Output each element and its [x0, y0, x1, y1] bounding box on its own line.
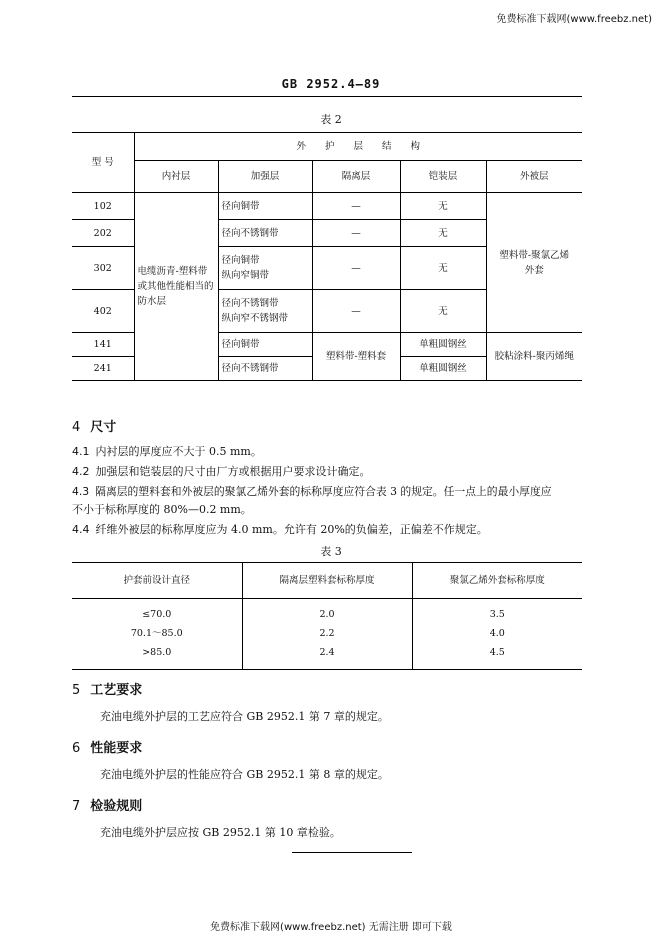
inner-lining-cell: 电缆沥青-塑料带或其他性能相当的防水层: [134, 193, 218, 381]
reinforce-cell: 径向铜带 纵向窄铜带: [218, 247, 312, 290]
type-cell: 241: [72, 357, 134, 381]
isolation-cell: —: [312, 247, 400, 290]
header-rule: [72, 96, 582, 97]
reinforce-cell: 径向铜带: [218, 193, 312, 220]
t3-cell: 3.5: [412, 605, 582, 624]
section5-heading: 5 工艺要求: [72, 683, 143, 698]
outer-upper-cell: 塑料带-聚氯乙烯外套: [486, 193, 582, 333]
section7-heading: 7 检验规则: [72, 799, 143, 814]
armor-cell: 无: [400, 193, 486, 220]
t3-cell: 4.5: [412, 643, 582, 662]
col-outer: 外被层: [486, 161, 582, 193]
isolation-cell: —: [312, 290, 400, 333]
isolation-cell: —: [312, 220, 400, 247]
clause-4-4: 4.4 纤维外被层的标称厚度应为 4.0 mm。允许有 20%的负偏差，正偏差不作规定。: [72, 523, 488, 536]
clause-4-3-cont: 不小于标称厚度的 80%—0.2 mm。: [72, 503, 252, 516]
type-cell: 202: [72, 220, 134, 247]
type-cell: 302: [72, 247, 134, 290]
t3-header-diameter: 护套前设计直径: [72, 563, 242, 599]
armor-cell: 单粗圆钢丝: [400, 333, 486, 357]
t3-cell: 4.0: [412, 624, 582, 643]
section4-heading: 4 尺寸: [72, 420, 117, 435]
reinforce-cell: 径向不锈钢带: [218, 220, 312, 247]
col-isolation: 隔离层: [312, 161, 400, 193]
armor-cell: 无: [400, 290, 486, 333]
isolation-lower-cell: 塑料带-塑料套: [312, 333, 400, 381]
standard-number: GB 2952.4—89: [281, 77, 381, 91]
col-inner-lining: 内衬层: [134, 161, 218, 193]
isolation-cell: —: [312, 193, 400, 220]
type-cell: 102: [72, 193, 134, 220]
table3-caption: 表 3: [320, 545, 342, 558]
section6-text: 充油电缆外护层的性能应符合 GB 2952.1 第 8 章的规定。: [100, 768, 389, 781]
t3-cell: 2.2: [242, 624, 412, 643]
section5-text: 充油电缆外护层的工艺应符合 GB 2952.1 第 7 章的规定。: [100, 710, 389, 723]
col-reinforce: 加强层: [218, 161, 312, 193]
watermark-top: 免费标准下载网(www.freebz.net): [496, 14, 652, 25]
table2-caption: 表 2: [320, 113, 342, 126]
table3: [72, 562, 582, 670]
t3-cell: ≤70.0: [72, 605, 242, 624]
col-type-header: 型 号: [72, 133, 134, 193]
t3-cell: 2.4: [242, 643, 412, 662]
t3-header-isolation: 隔离层塑料套标称厚度: [242, 563, 412, 599]
type-cell: 141: [72, 333, 134, 357]
t3-cell: 2.0: [242, 605, 412, 624]
watermark-bottom: 免费标准下载网(www.freebz.net) 无需注册 即可下载: [210, 922, 452, 933]
end-rule: [292, 852, 412, 853]
type-cell: 402: [72, 290, 134, 333]
reinforce-cell: 径向铜带: [218, 333, 312, 357]
reinforce-cell: 径向不锈钢带: [218, 357, 312, 381]
armor-cell: 无: [400, 247, 486, 290]
clause-4-1: 4.1 内衬层的厚度应不大于 0.5 mm。: [72, 445, 262, 458]
t3-cell: >85.0: [72, 643, 242, 662]
table2: [72, 132, 582, 381]
col-armor: 铠装层: [400, 161, 486, 193]
clause-4-3: 4.3 隔离层的塑料套和外被层的聚氯乙烯外套的标称厚度应符合表 3 的规定。任一点上的最小厚度应: [72, 485, 552, 498]
armor-cell: 单粗圆钢丝: [400, 357, 486, 381]
section7-text: 充油电缆外护层应按 GB 2952.1 第 10 章检验。: [100, 826, 341, 839]
t3-cell: 70.1～85.0: [72, 624, 242, 643]
outer-lower-cell: 胶粘涂料-聚丙烯绳: [486, 333, 582, 381]
reinforce-cell: 径向不锈钢带 纵向窄不锈钢带: [218, 290, 312, 333]
armor-cell: 无: [400, 220, 486, 247]
group-header: 外 护 层 结 构: [134, 133, 582, 161]
section6-heading: 6 性能要求: [72, 741, 143, 756]
clause-4-2: 4.2 加强层和铠装层的尺寸由厂方或根据用户要求设计确定。: [72, 465, 371, 478]
t3-header-pvc: 聚氯乙烯外套标称厚度: [412, 563, 582, 599]
